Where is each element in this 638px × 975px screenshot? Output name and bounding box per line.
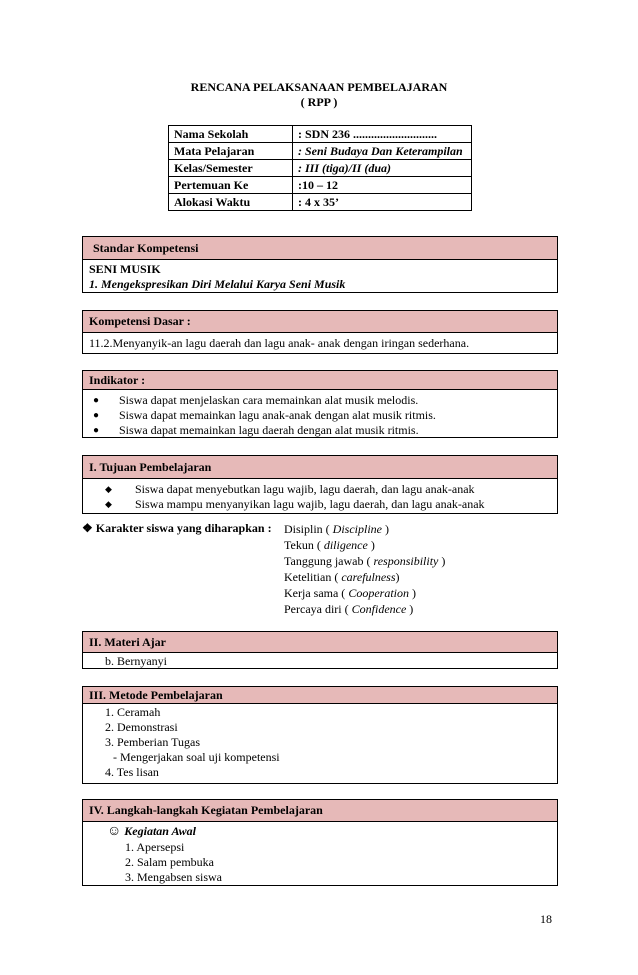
table-row xyxy=(169,143,472,160)
section-line: 1. Mengekspresikan Diri Melalui Karya Seni Musik xyxy=(89,277,346,291)
info-label: Mata Pelajaran xyxy=(169,143,293,160)
section-header: Standar Kompetensi xyxy=(83,237,557,260)
document-title: RENCANA PELAKSANAAN PEMBELAJARAN xyxy=(190,80,448,94)
list-item: 4. Tes lisan xyxy=(105,765,159,779)
langkah-section xyxy=(82,799,558,886)
list-item: ◆ Siswa mampu menyanyikan lagu wajib, lagu daerah, dan lagu anak-anak xyxy=(83,497,557,512)
document-subtitle: ( RPP ) xyxy=(300,95,338,109)
list-item: 1. Ceramah xyxy=(105,705,161,719)
section-header: III. Metode Pembelajaran xyxy=(83,687,557,704)
info-label: Pertemuan Ke xyxy=(169,177,293,194)
list-item: Ketelitian ( carefulness) xyxy=(284,570,400,584)
section-header: II. Materi Ajar xyxy=(83,632,557,653)
section-line: SENI MUSIK xyxy=(89,262,161,276)
section-header: Indikator : xyxy=(83,371,557,390)
diamond-bullet-icon: ◆ xyxy=(105,499,112,509)
info-value: : SDN 236 ............................ xyxy=(293,126,472,143)
section-line: b. Bernyanyi xyxy=(105,654,167,668)
list-item: Percaya diri ( Confidence ) xyxy=(284,602,414,616)
list-item: ◆ Siswa dapat menyebutkan lagu wajib, lagu daerah, dan lagu anak-anak xyxy=(83,482,557,497)
tujuan-section xyxy=(82,455,558,514)
info-label: Nama Sekolah xyxy=(169,126,293,143)
table-row xyxy=(169,177,472,194)
karakter-list xyxy=(284,521,445,617)
list-item: ● Siswa dapat memainkan lagu daerah dengan alat musik ritmis. xyxy=(83,423,557,438)
table-row xyxy=(169,194,472,211)
list-item: Tanggung jawab ( responsibility ) xyxy=(284,554,446,568)
info-value: : III (tiga)/II (dua) xyxy=(293,160,472,177)
kegiatan-awal-heading: ☺ Kegiatan Awal xyxy=(107,824,196,839)
metode-section xyxy=(82,686,558,784)
bullet-icon: ● xyxy=(93,425,100,436)
list-item: Tekun ( diligence ) xyxy=(284,538,375,552)
info-label: Alokasi Waktu xyxy=(169,194,293,211)
info-label: Kelas/Semester xyxy=(169,160,293,177)
diamond-bullet-icon: ◆ xyxy=(105,484,112,494)
section-line: 11.2.Menyanyik-an lagu daerah dan lagu anak- anak dengan iringan sederhana. xyxy=(89,336,470,350)
info-value: : 4 x 35’ xyxy=(293,194,472,211)
section-header: Kompetensi Dasar : xyxy=(83,311,557,333)
kompetensi-dasar-section xyxy=(82,310,558,354)
list-item: 2. Demonstrasi xyxy=(105,720,178,734)
table-row xyxy=(169,160,472,177)
school-info-table xyxy=(168,125,472,211)
indikator-section xyxy=(82,370,558,438)
bullet-icon: ● xyxy=(93,395,100,406)
list-item: - Mengerjakan soal uji kompetensi xyxy=(113,750,280,764)
diamond-star-icon: ❖ xyxy=(82,521,93,535)
info-value: :10 – 12 xyxy=(293,177,472,194)
list-item: 1. Apersepsi xyxy=(125,840,185,854)
karakter-label: ❖ Karakter siswa yang diharapkan : xyxy=(82,521,272,535)
list-item: Disiplin ( Discipline ) xyxy=(284,522,389,536)
smiley-icon: ☺ xyxy=(107,824,122,839)
list-item: 2. Salam pembuka xyxy=(125,855,214,869)
list-item: 3. Mengabsen siswa xyxy=(125,870,222,884)
list-item: ● Siswa dapat menjelaskan cara memainkan alat musik melodis. xyxy=(83,393,557,408)
bullet-icon: ● xyxy=(93,410,100,421)
list-item: ● Siswa dapat memainkan lagu anak-anak dengan alat musik ritmis. xyxy=(83,408,557,423)
table-row xyxy=(169,126,472,143)
list-item: 3. Pemberian Tugas xyxy=(105,735,201,749)
section-header: IV. Langkah-langkah Kegiatan Pembelajaran xyxy=(83,800,557,822)
section-header: I. Tujuan Pembelajaran xyxy=(83,456,557,479)
materi-ajar-section xyxy=(82,631,558,669)
standar-kompetensi-section xyxy=(82,236,558,293)
info-value: : Seni Budaya Dan Keterampilan xyxy=(293,143,472,160)
list-item: Kerja sama ( Cooperation ) xyxy=(284,586,416,600)
page-number: 18 xyxy=(540,912,552,926)
